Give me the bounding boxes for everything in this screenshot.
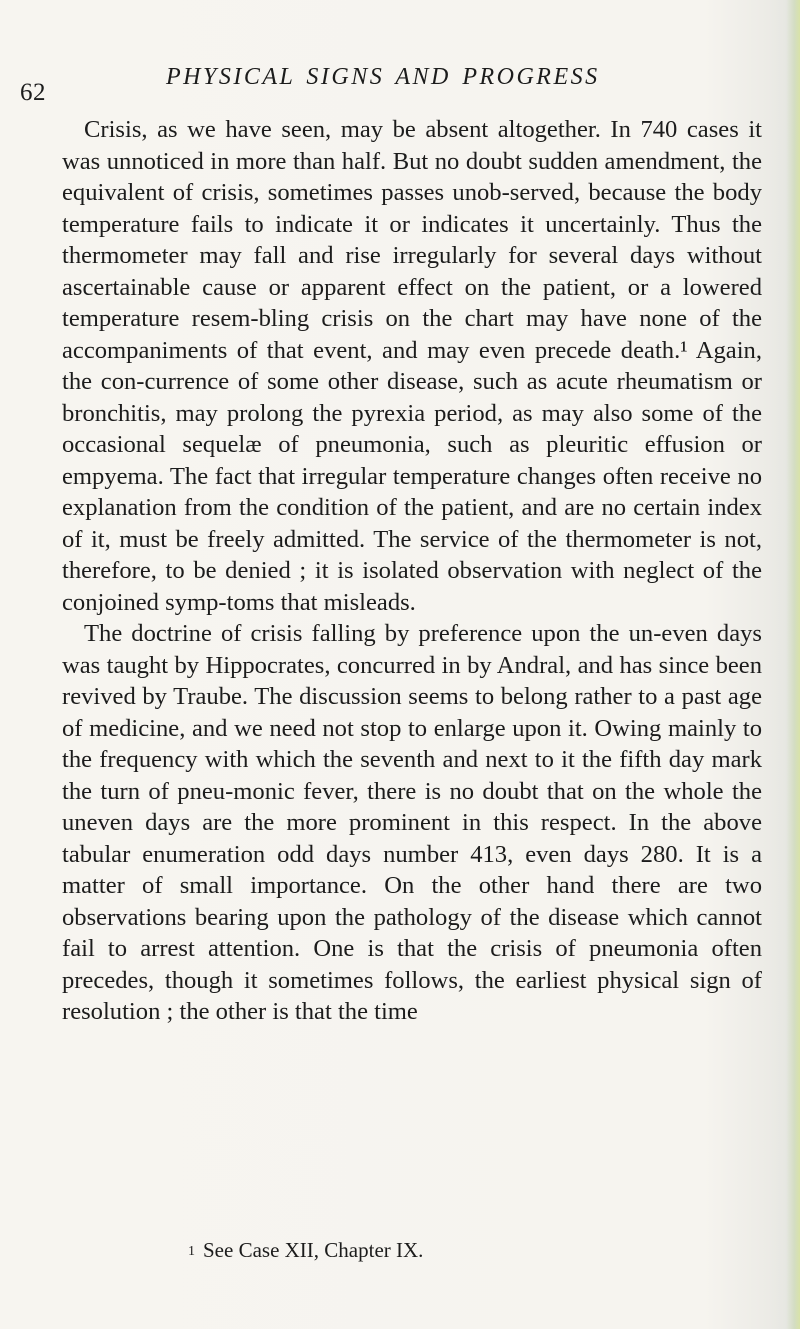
footnote-text: See Case XII, Chapter IX.: [203, 1238, 424, 1262]
footnote: [188, 1237, 423, 1265]
page-number: 62: [20, 79, 46, 106]
body-text: [62, 114, 762, 1028]
paragraph: Crisis, as we have seen, may be absent altogether. In 740 cases it was unnoticed in more than half. But no doubt sudden amendment, the equivalent of crisis, sometimes passes unob-served, because the body temperature fails to indicate it or indicates it uncertainly. Thus the thermometer may fall and rise irregularly for several days without ascertainable cause or apparent effect on the patient, or a lowered temperature resem-bling crisis on the chart may have none of the accompaniments of that event, and may even precede death.¹ Again, the con-currence of some other disease, such as acute rheumatism or bronchitis, may prolong the pyrexia period, as may also some of the occasional sequelæ of pneumonia, such as pleuritic effusion or empyema. The fact that irregular temperature changes often receive no explanation from the condition of the patient, and are no certain index of it, must be freely admitted. The service of the thermometer is not, therefore, to be denied ; it is isolated observation with neglect of the conjoined symp-toms that misleads.: [62, 116, 762, 616]
paragraph: The doctrine of crisis falling by preference upon the un-even days was taught by Hippocrates, concurred in by Andral, and has since been revived by Traube. The discussion seems to belong rather to a past age of medicine, and we need not stop to enlarge upon it. Owing mainly to the frequency with which the seventh and next to it the fifth day mark the turn of pneu-monic fever, there is no doubt that on the whole the uneven days are the more prominent in this respect. In the above tabular enumeration odd days number 413, even days 280. It is a matter of small importance. On the other hand there are two observations bearing upon the pathology of the disease which cannot fail to arrest attention. One is that the crisis of pneumonia often precedes, though it sometimes follows, the earliest physical sign of resolution ; the other is that the time: [62, 620, 762, 1025]
footnote-mark: 1: [188, 1244, 195, 1259]
running-head: PHYSICAL SIGNS AND PROGRESS: [166, 64, 600, 90]
page-edge-shadow: [786, 0, 800, 1329]
